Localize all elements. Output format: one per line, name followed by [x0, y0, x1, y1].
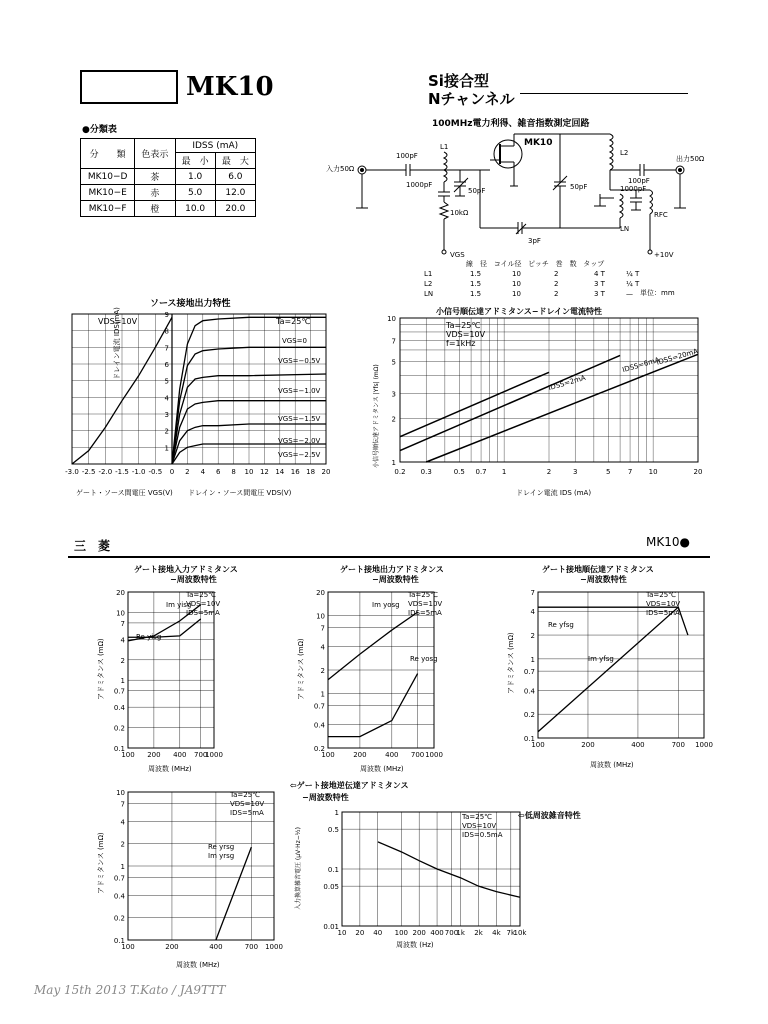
coil-row: LN 1.5 10 2 3 T — — [424, 290, 633, 298]
chart-title: ⇦ゲート接地逆伝達アドミタンス — [290, 781, 409, 790]
coil-unit: 単位：mm — [640, 289, 675, 297]
condition: IDS=0.5mA — [462, 831, 503, 839]
coil-header: 線 径 コイル径 ピッチ 巻 数 タップ — [466, 260, 605, 268]
x-tick-label: 7 — [627, 468, 633, 476]
device-type: Si接合型 — [428, 72, 489, 90]
col-max: 最 大 — [215, 153, 255, 169]
yfs-series-label: IDSS=6mA — [621, 355, 661, 375]
series-line — [328, 674, 418, 737]
y-tick-label: 0.2 — [313, 745, 325, 753]
x-tick-label: 18 — [306, 468, 316, 476]
xlabel: 周波数 (MHz) — [176, 961, 220, 969]
y-tick-label: 1 — [164, 444, 169, 453]
chart-source-title: ソース接地出力特性 — [150, 299, 231, 309]
y-tick-label: 0.1 — [113, 745, 125, 753]
y-tick-label: 0.05 — [323, 883, 339, 892]
y-tick-label: 2 — [530, 632, 535, 641]
y-tick-label: 20 — [316, 589, 325, 597]
condition: IDS=5mA — [186, 609, 220, 617]
ylabel: アドミタンス (mΩ) — [97, 832, 105, 894]
test-circuit — [320, 130, 700, 270]
classification-table — [80, 138, 256, 217]
condition: VDS=10V — [462, 822, 497, 830]
y-tick-label: 3 — [164, 411, 169, 419]
x-tick-label: 12 — [259, 468, 269, 476]
xlabel: 周波数 (Hz) — [396, 941, 434, 949]
x-tick-label: 1 — [501, 468, 507, 476]
y-tick-label: 2 — [164, 427, 169, 436]
circuit-l2: L2 — [620, 149, 629, 157]
y-tick-label: 10 — [116, 789, 125, 797]
y-tick-label: 2 — [120, 656, 125, 665]
condition: Ta=25℃ — [462, 813, 493, 821]
x-tick-label: 20 — [693, 468, 703, 476]
src-condition: VDS=10V — [98, 317, 138, 326]
x-tick-label: 200 — [165, 943, 179, 951]
src-xlabel-right: ドレイン・ソース間電圧 VDS(V) — [188, 489, 292, 497]
y-tick-label: 0.2 — [523, 711, 535, 720]
x-tick-label: -1.5 — [115, 468, 129, 476]
x-tick-label: 40 — [373, 929, 383, 937]
x-tick-label: 0 — [169, 468, 175, 476]
curve-label: VGS=−2.0V — [278, 437, 321, 445]
curve-label: VGS=0 — [282, 337, 307, 345]
y-tick-label: 0.7 — [313, 702, 325, 711]
y-tick-label: 0.4 — [113, 704, 125, 713]
x-tick-label: 0.2 — [394, 468, 406, 476]
series-line — [216, 847, 251, 940]
ylabel: 入力換算雑音電圧 (μV·Hz−½) — [295, 827, 302, 910]
condition: VDS=10V — [230, 800, 265, 808]
xlabel: 周波数 (MHz) — [590, 761, 634, 769]
condition: VDS=10V — [186, 600, 221, 608]
x-tick-label: 4k — [492, 929, 501, 937]
condition: VDS=10V — [408, 600, 443, 608]
y-tick-label: 0.01 — [323, 923, 339, 931]
yfs-cond: f=1kHz — [446, 339, 476, 348]
y-tick-label: 0.1 — [327, 866, 339, 874]
series-label: Im yrsg — [208, 852, 235, 860]
table-row: MK10−D 茶 1.0 6.0 — [81, 169, 256, 185]
x-tick-label: 0.3 — [420, 468, 432, 476]
y-tick-label: 7 — [391, 337, 396, 346]
curve-label: VGS=−2.5V — [278, 451, 321, 459]
chart-subtitle: −周波数特性 — [372, 575, 419, 584]
chart-yfs-title: 小信号順伝達アドミタンス−ドレイン電流特性 — [436, 307, 603, 316]
x-tick-label: 10 — [337, 929, 347, 937]
x-tick-label: -2.5 — [81, 468, 96, 476]
x-tick-label: -1.0 — [131, 468, 146, 476]
x-tick-label: 8 — [231, 468, 236, 476]
y-tick-label: 2 — [120, 840, 125, 849]
y-tick-label: 0.2 — [113, 914, 125, 923]
x-tick-label: 0.7 — [475, 468, 487, 476]
circuit-output: 出力50Ω — [676, 155, 705, 163]
y-tick-label: 0.1 — [523, 735, 535, 743]
series-label: Im yisg — [166, 601, 192, 609]
series-label: Re yrsg — [208, 843, 235, 851]
circuit-c-in: 100pF — [396, 152, 418, 160]
y-tick-label: 10 — [116, 609, 125, 618]
y-tick-label: 0.4 — [523, 687, 535, 696]
y-tick-label: 4 — [530, 608, 535, 617]
condition: Ta=25℃ — [646, 591, 677, 599]
condition: Ta=25℃ — [186, 591, 217, 599]
x-tick-label: 16 — [290, 468, 300, 476]
yfs-cond: VDS=10V — [446, 330, 486, 339]
circuit-title: 100MHz電力利得、雑音指数測定回路 — [432, 119, 590, 129]
x-tick-label: 6 — [215, 468, 221, 476]
x-tick-label: 400 — [631, 741, 645, 749]
y-tick-label: 0.7 — [113, 687, 125, 696]
circuit-device: MK10 — [524, 138, 553, 148]
y-tick-label: 0.7 — [523, 668, 535, 677]
x-tick-label: 2 — [185, 468, 190, 476]
curve-label: VGS=−1.5V — [278, 415, 321, 423]
src-ta: Ta=25℃ — [276, 317, 311, 326]
x-tick-label: 400 — [209, 943, 223, 951]
x-tick-label: 100 — [121, 943, 135, 951]
x-tick-label: -3.0 — [65, 468, 79, 476]
circuit-c-var2: 50pF — [570, 183, 588, 191]
y-tick-label: 8 — [164, 327, 169, 336]
condition: IDS=5mA — [646, 609, 680, 617]
x-tick-label: 2 — [546, 468, 552, 476]
src-ylabel: ドレイン電流 IDS(mA) — [113, 307, 121, 380]
coil-row: L1 1.5 10 2 4 T ¼ T — [424, 270, 640, 278]
chart-title: ゲート接地順伝達アドミタンス — [542, 565, 654, 574]
x-tick-label: 700 — [444, 929, 459, 937]
y-tick-label: 7 — [320, 624, 325, 633]
part-tag: MK10● — [646, 535, 690, 549]
classification-title: ●分類表 — [82, 125, 117, 135]
curve-label: VGS=−0.5V — [278, 357, 321, 365]
y-tick-label: 0.4 — [113, 892, 125, 901]
y-tick-label: 4 — [120, 636, 125, 645]
x-tick-label: 100 — [531, 741, 545, 749]
circuit-r-gate: 10kΩ — [450, 209, 469, 217]
circuit-c-gate: 1000pF — [406, 181, 433, 189]
ylabel: アドミタンス (mΩ) — [97, 638, 105, 700]
yfs-series-label: IDSS=20mA — [655, 347, 699, 367]
circuit-c-var1: 50pF — [468, 187, 486, 195]
series-line — [400, 355, 620, 450]
ylabel: アドミタンス (mΩ) — [297, 638, 305, 700]
chart-forward-admittance — [507, 584, 713, 754]
y-tick-label: 10 — [316, 612, 325, 621]
y-tick-label: 1 — [120, 863, 125, 871]
channel-type: Nチャンネル — [428, 90, 515, 108]
x-tick-label: 1000 — [695, 741, 713, 749]
y-tick-label: 1 — [530, 655, 535, 664]
y-tick-label: 6 — [164, 361, 169, 369]
coil-row: L2 1.5 10 2 3 T ¼ T — [424, 280, 640, 288]
y-tick-label: 0.5 — [327, 826, 339, 835]
chart-title: ⇦低周波雑音特性 — [518, 811, 581, 820]
part-number-box — [80, 70, 178, 104]
x-tick-label: -2.0 — [98, 468, 113, 476]
x-tick-label: 400 — [173, 751, 187, 759]
y-tick-label: 0.4 — [313, 721, 325, 730]
src-xlabel-left: ゲート・ソース間電圧 VGS(V) — [76, 489, 173, 497]
y-tick-label: 5 — [164, 377, 169, 386]
condition: IDS=5mA — [408, 609, 442, 617]
condition: Ta=25℃ — [230, 791, 261, 799]
x-tick-label: 700 — [410, 751, 425, 759]
y-tick-label: 4 — [320, 643, 325, 652]
series-label: Im yosg — [372, 601, 400, 609]
xlabel: 周波数 (MHz) — [148, 765, 192, 773]
y-tick-label: 0.7 — [113, 874, 125, 883]
chart-subtitle: −周波数特性 — [302, 793, 349, 802]
circuit-c-out: 100pF — [628, 177, 650, 185]
x-tick-label: 200 — [412, 929, 426, 937]
y-tick-label: 10 — [387, 315, 396, 323]
y-tick-label: 3 — [391, 390, 396, 399]
x-tick-label: 10k — [513, 929, 527, 937]
x-tick-label: 3 — [573, 468, 578, 476]
x-tick-label: 20 — [321, 468, 331, 476]
x-tick-label: 400 — [430, 929, 444, 937]
x-tick-label: 10 — [648, 468, 658, 476]
yfs-ylabel: 小信号順伝達アドミタンス |Yfs| (mΩ) — [373, 364, 380, 468]
condition: VDS=10V — [646, 600, 681, 608]
x-tick-label: 7k — [506, 929, 516, 937]
x-tick-label: 200 — [353, 751, 367, 759]
y-tick-label: 4 — [164, 394, 169, 403]
x-tick-label: 700 — [193, 751, 208, 759]
y-tick-label: 4 — [120, 818, 125, 827]
circuit-c-neut: 3pF — [528, 237, 541, 245]
circuit-l1: L1 — [440, 143, 449, 151]
x-tick-label: -0.5 — [148, 468, 163, 476]
chart-yfs — [370, 312, 708, 498]
x-tick-label: 20 — [355, 929, 365, 937]
y-tick-label: 7 — [164, 344, 169, 353]
y-tick-label: 1 — [120, 677, 125, 686]
x-tick-label: 5 — [606, 468, 611, 476]
yfs-series-label: IDSS=2mA — [547, 373, 587, 393]
table-row: MK10−F 橙 10.0 20.0 — [81, 201, 256, 217]
x-tick-label: 4 — [200, 468, 206, 476]
col-min: 最 小 — [175, 153, 215, 169]
x-tick-label: 200 — [581, 741, 595, 749]
series-label: Im yfsg — [588, 655, 614, 663]
series-line — [400, 372, 549, 436]
series-line — [378, 842, 520, 897]
y-tick-label: 1 — [391, 459, 396, 467]
circuit-ln: LN — [620, 225, 630, 233]
x-tick-label: 1000 — [205, 751, 223, 759]
y-tick-label: 20 — [116, 589, 125, 597]
yfs-xlabel: ドレイン電流 IDS (mA) — [516, 489, 592, 497]
chart-subtitle: −周波数特性 — [170, 575, 217, 584]
series-label: Re yosg — [410, 655, 438, 663]
header-rule — [520, 93, 688, 94]
series-line — [328, 612, 418, 679]
circuit-vdd: +10V — [654, 251, 674, 259]
y-tick-label: 0.2 — [113, 724, 125, 733]
y-tick-label: 2 — [320, 667, 325, 675]
x-tick-label: 700 — [671, 741, 685, 749]
col-class: 分 類 — [81, 139, 135, 169]
x-tick-label: 700 — [244, 943, 259, 951]
y-tick-label: 1 — [320, 690, 325, 699]
section-rule — [68, 556, 710, 558]
part-number: MK10 — [186, 72, 274, 102]
yfs-cond: Ta=25℃ — [446, 321, 481, 330]
x-tick-label: 2k — [474, 929, 483, 937]
circuit-rfc: RFC — [654, 211, 668, 219]
ylabel: アドミタンス (mΩ) — [507, 632, 515, 694]
chart-subtitle: −周波数特性 — [580, 575, 627, 584]
y-tick-label: 7 — [530, 589, 535, 597]
x-tick-label: 10 — [244, 468, 254, 476]
y-tick-label: 9 — [164, 311, 169, 319]
x-tick-label: 14 — [275, 468, 285, 476]
series-label: Re yfsg — [548, 621, 574, 629]
x-tick-label: 100 — [321, 751, 335, 759]
xlabel: 周波数 (MHz) — [360, 765, 404, 773]
circuit-c-dec: 1000pF — [620, 185, 647, 193]
table-row: MK10−E 赤 5.0 12.0 — [81, 185, 256, 201]
x-tick-label: 100 — [121, 751, 135, 759]
circuit-vgs: VGS — [450, 251, 465, 259]
x-tick-label: 200 — [147, 751, 161, 759]
condition: IDS=5mA — [230, 809, 264, 817]
y-tick-label: 2 — [391, 415, 396, 424]
condition: Ta=25℃ — [408, 591, 439, 599]
y-tick-label: 5 — [391, 358, 396, 367]
maker-label: 三 菱 — [74, 539, 111, 553]
col-idss: IDSS (mA) — [175, 139, 255, 153]
circuit-input: 入力50Ω — [326, 165, 355, 173]
chart-title: ゲート接地出力アドミタンス — [340, 565, 444, 574]
watermark: May 15th 2013 T.Kato / JA9TTT — [34, 983, 226, 997]
y-tick-label: 1 — [334, 809, 339, 817]
y-tick-label: 7 — [120, 800, 125, 809]
series-label: Re yisg — [136, 633, 162, 641]
x-tick-label: 0.5 — [453, 468, 465, 476]
x-tick-label: 1000 — [425, 751, 443, 759]
chart-title: ゲート接地入力アドミタンス — [134, 565, 238, 574]
curve-label: VGS=−1.0V — [278, 387, 321, 395]
x-tick-label: 100 — [394, 929, 409, 937]
x-tick-label: 1000 — [265, 943, 283, 951]
y-tick-label: 0.1 — [113, 937, 125, 945]
x-tick-label: 1k — [456, 929, 465, 937]
y-tick-label: 7 — [120, 619, 125, 628]
col-color: 色表示 — [135, 139, 175, 169]
x-tick-label: 400 — [385, 751, 399, 759]
